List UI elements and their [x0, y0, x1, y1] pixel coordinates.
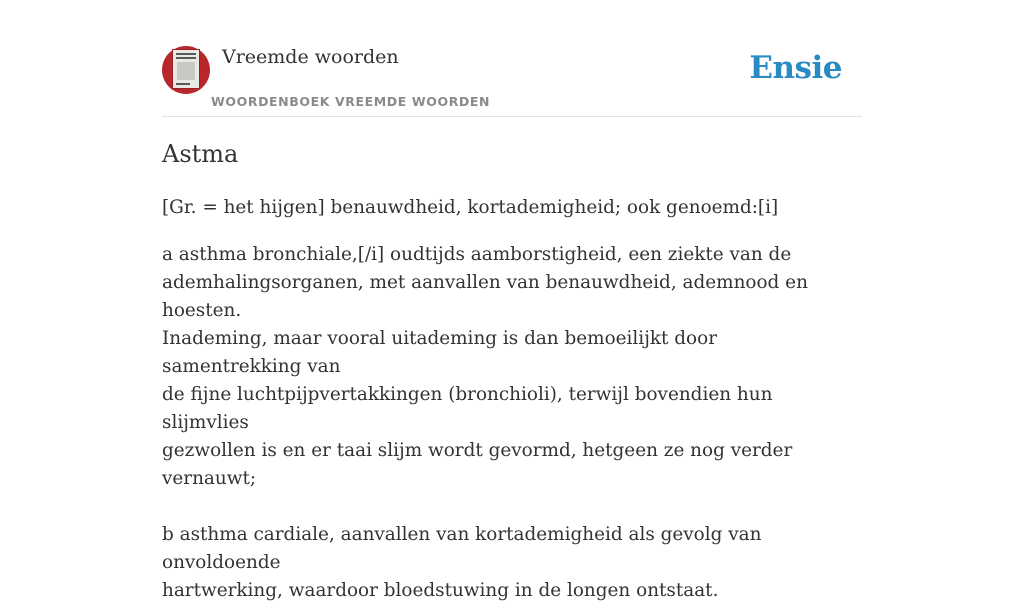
dictionary-header: [162, 44, 862, 117]
dictionary-subtitle: WOORDENBOEK VREEMDE WOORDEN: [211, 94, 491, 109]
dictionary-title[interactable]: Vreemde woorden: [222, 46, 399, 68]
ensie-logo[interactable]: Ensie: [749, 50, 842, 86]
entry-definition-intro: [Gr. = het hijgen] benauwdheid, kortademigheid; ook genoemd:[i]: [162, 197, 779, 218]
dictionary-avatar[interactable]: [162, 46, 210, 94]
book-cover-icon: [173, 50, 199, 88]
entry-definition-body: a asthma bronchiale,[/i] oudtijds aamborstigheid, een ziekte van de ademhalingsorganen, met aanvallen van benauwdheid, ademnood en hoesten. Inademing, maar vooral uitademing is dan bemoeilijkt door samentrekking van de fijne luchtpijpvertakkingen (bronchioli), terwijl bovendien hun slijmvlies gezwollen is en er taai slijm wordt gevormd, hetgeen ze nog verder vernauwt; b asthma cardiale, aanvallen van kortademigheid als gevolg van onvoldoende hartwerking, waardoor bloedstuwing in de longen ontstaat.: [162, 244, 808, 601]
entry-word: Astma: [162, 140, 239, 168]
entry-content: [162, 138, 862, 605]
